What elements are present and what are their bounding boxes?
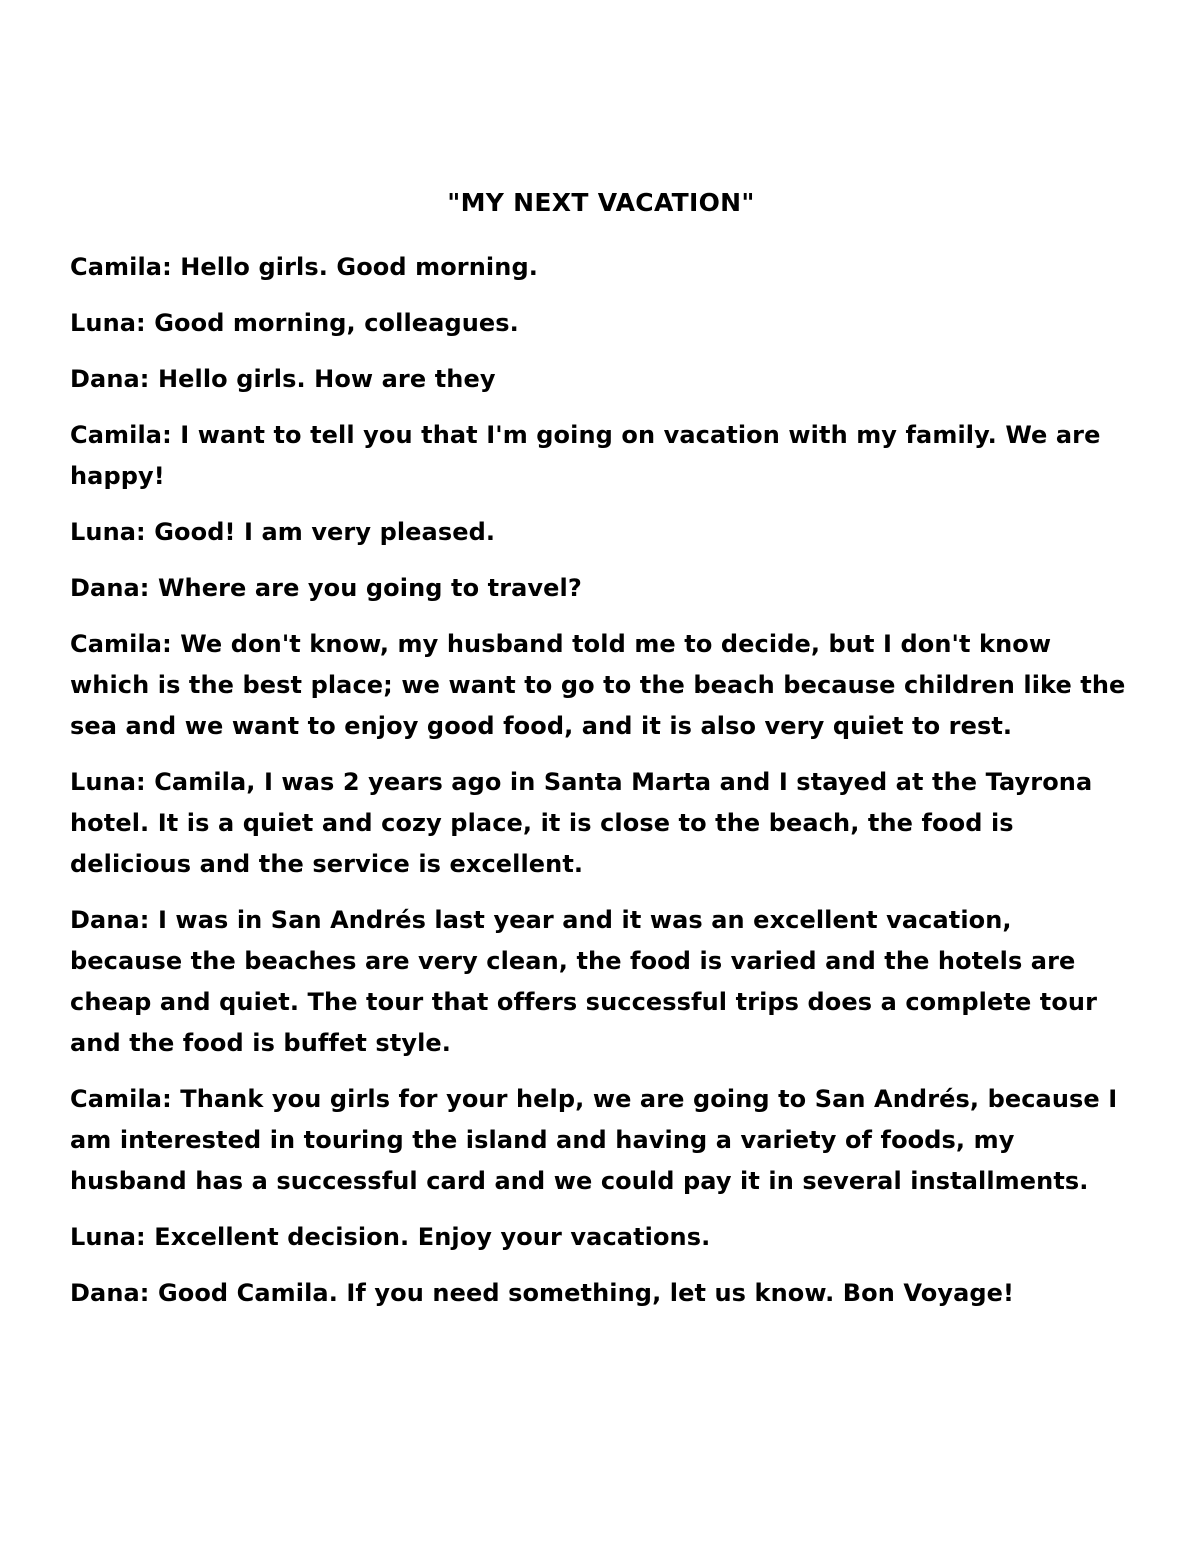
- dialogue-line: Camila: Hello girls. Good morning.: [70, 253, 538, 281]
- dialogue-line: Luna: Good! I am very pleased.: [70, 518, 496, 546]
- dialogue-line: Dana: Good Camila. If you need something, let us know. Bon Voyage!: [70, 1279, 1015, 1307]
- document-title: "MY NEXT VACATION": [447, 188, 755, 217]
- dialogue-line: Luna: Camila, I was 2 years ago in Santa Marta and I stayed at the Tayrona hotel. It is a quiet and cozy place, it is close to the beach, the food is delicious and the service is excellent.: [70, 768, 1093, 878]
- dialogue: [70, 247, 1132, 1314]
- dialogue-line: Dana: I was in San Andrés last year and it was an excellent vacation, because the beaches are very clean, the food is varied and the hotels are cheap and quiet. The tour that offers successful trips does a complete tour and the food is buffet style.: [70, 906, 1098, 1057]
- dialogue-line: Luna: Good morning, colleagues.: [70, 309, 519, 337]
- dialogue-line: Camila: We don't know, my husband told me to decide, but I don't know which is the best place; we want to go to the beach because children like the sea and we want to enjoy good food, and it is also very quiet to rest.: [70, 630, 1126, 740]
- dialogue-line: Luna: Excellent decision. Enjoy your vacations.: [70, 1223, 711, 1251]
- dialogue-line: Camila: I want to tell you that I'm going on vacation with my family. We are happy!: [70, 421, 1101, 490]
- dialogue-line: Camila: Thank you girls for your help, we are going to San Andrés, because I am interested in touring the island and having a variety of foods, my husband has a successful card and we could pay it in several installments.: [70, 1085, 1118, 1195]
- dialogue-line: Dana: Where are you going to travel?: [70, 574, 582, 602]
- document-page: [70, 188, 1132, 1329]
- dialogue-line: Dana: Hello girls. How are they: [70, 365, 496, 393]
